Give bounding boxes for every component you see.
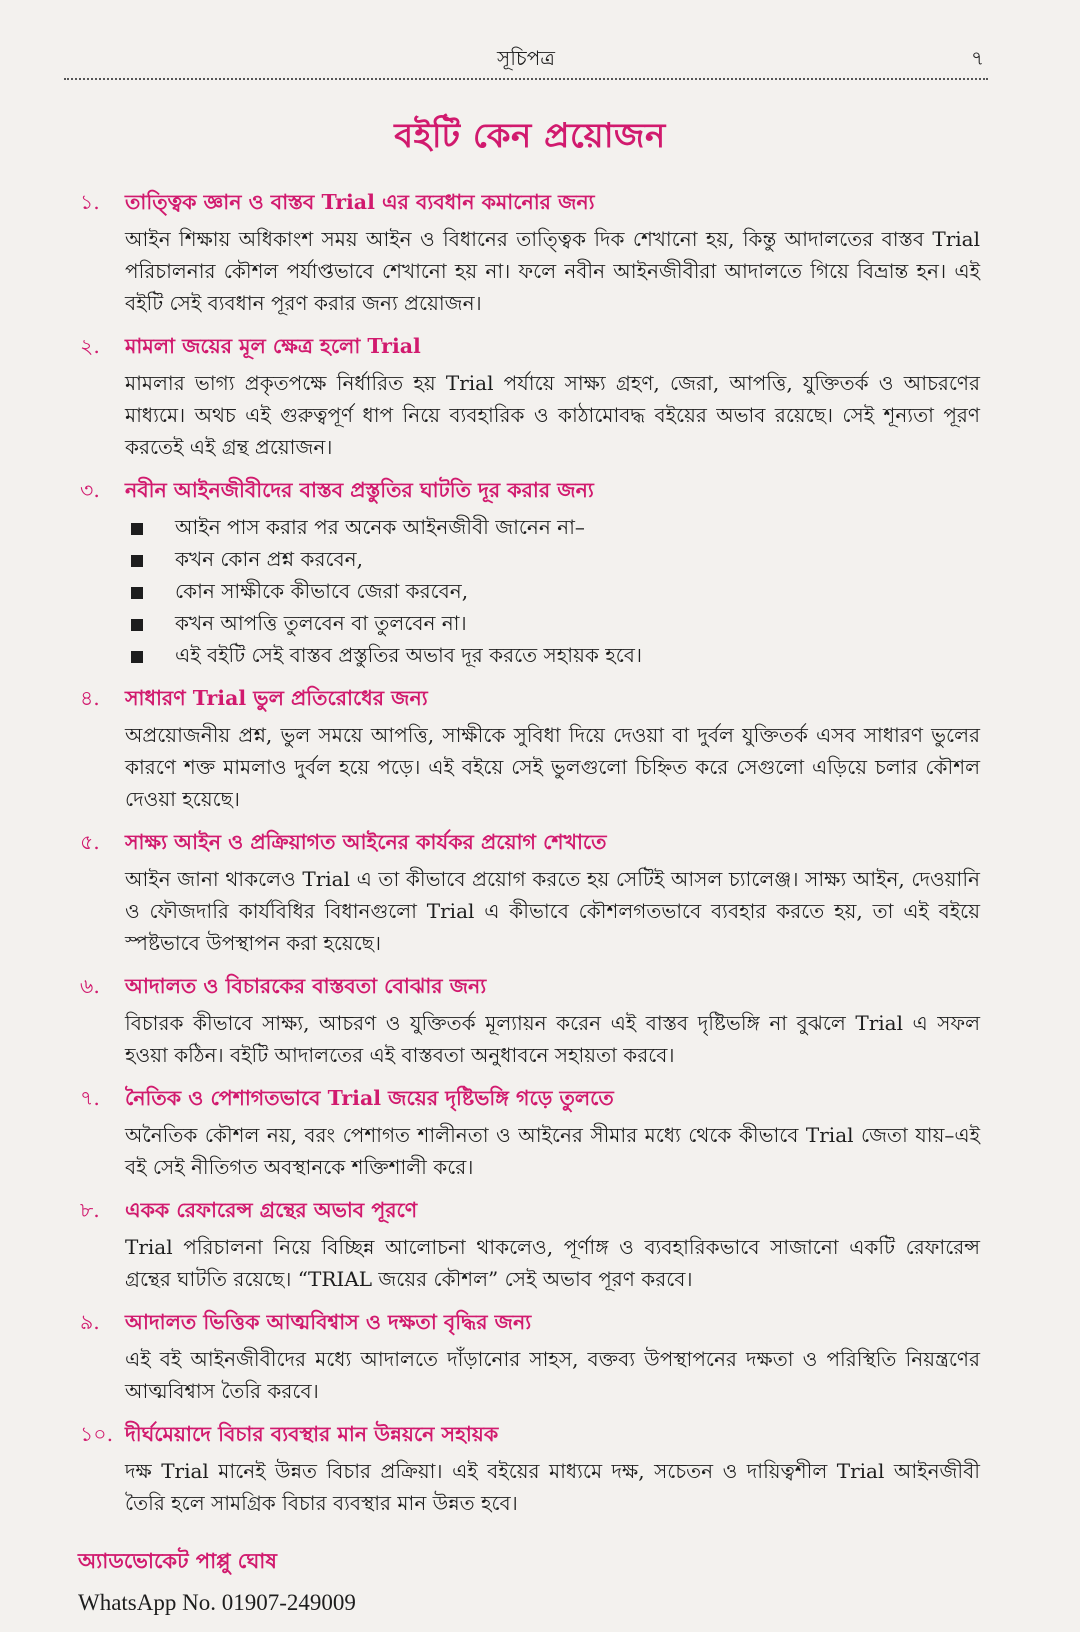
contact-number: WhatsApp No. 01907-249009 — [78, 1590, 356, 1615]
reason-heading — [80, 683, 980, 717]
reason-heading — [80, 1195, 980, 1229]
reason-number: ১০. — [80, 1422, 114, 1446]
page-title: বইটি কেন প্রয়োজন — [394, 116, 666, 156]
reason-item — [80, 1195, 980, 1295]
reasons-list — [80, 187, 980, 1519]
reason-number: ৬. — [80, 974, 100, 998]
reason-number: ১. — [80, 190, 100, 214]
reason-item — [80, 331, 980, 463]
bullet-item — [125, 639, 980, 671]
reason-heading — [80, 475, 980, 509]
reason-item — [80, 1083, 980, 1183]
reason-body: অপ্রয়োজনীয় প্রশ্ন, ভুল সময়ে আপত্তি, সাক্ষীকে সুবিধা দিয়ে দেওয়া বা দুর্বল যুক্তিতর্ক এসব সাধারণ ভুলের কারণে শক্ত মামলাও দুর্বল হয়ে পড়ে। এই বইয়ে সেই ভুলগুলো চিহ্নিত করে সেগুলো এড়িয়ে চলার কৌশল দেওয়া হয়েছে। — [125, 723, 980, 811]
reason-title: তাত্ত্বিক জ্ঞান ও বাস্তব Trial এর ব্যবধান কমানোর জন্য — [125, 190, 595, 214]
reason-body: বিচারক কীভাবে সাক্ষ্য, আচরণ ও যুক্তিতর্ক মূল্যায়ন করেন এই বাস্তব দৃষ্টিভঙ্গি না বুঝলে Trial এ সফল হওয়া কঠিন। বইটি আদালতের এই বাস্তবতা অনুধাবনে সহায়তা করবে। — [125, 1011, 980, 1067]
reason-title: নৈতিক ও পেশাগতভাবে Trial জয়ের দৃষ্টিভঙ্গি গড়ে তুলতে — [125, 1086, 614, 1110]
reason-heading — [80, 1083, 980, 1117]
reason-item — [80, 1419, 980, 1519]
reason-body: দক্ষ Trial মানেই উন্নত বিচার প্রক্রিয়া। এই বইয়ের মাধ্যমে দক্ষ, সচেতন ও দায়িত্বশীল Trial আইনজীবী তৈরি হলে সামগ্রিক বিচার ব্যবস্থার মান উন্নত হবে। — [125, 1459, 980, 1515]
bullet-item — [125, 575, 980, 607]
reason-heading — [80, 827, 980, 861]
reason-number: ৫. — [80, 830, 100, 854]
reason-number: ৪. — [80, 686, 100, 710]
bullet-text: কোন সাক্ষীকে কীভাবে জেরা করবেন, — [175, 579, 469, 603]
reason-item — [80, 683, 980, 815]
reason-body: আইন জানা থাকলেও Trial এ তা কীভাবে প্রয়োগ করতে হয় সেটিই আসল চ্যালেঞ্জ। সাক্ষ্য আইন, দেওয়ানি ও ফৌজদারি কার্যবিধির বিধানগুলো Trial এ কীভাবে কৌশলগতভাবে ব্যবহার করতে হয়, তা এই বইয়ে স্পষ্টভাবে উপস্থাপন করা হয়েছে। — [125, 867, 980, 955]
reason-title: সাধারণ Trial ভুল প্রতিরোধের জন্য — [125, 686, 428, 710]
header-section-title: সূচিপত্র — [497, 46, 555, 70]
reason-body: আইন শিক্ষায় অধিকাংশ সময় আইন ও বিধানের তাত্ত্বিক দিক শেখানো হয়, কিন্তু আদালতের বাস্তব Trial পরিচালনার কৌশল পর্যাপ্তভাবে শেখানো হয় না। ফলে নবীন আইনজীবীরা আদালতে গিয়ে বিভ্রান্ত হন। এই বইটি সেই ব্যবধান পূরণ করার জন্য প্রয়োজন। — [125, 227, 980, 315]
reason-bullet-list — [125, 511, 980, 671]
reason-item — [80, 827, 980, 959]
bullet-item — [125, 543, 980, 575]
square-bullet-icon — [131, 555, 143, 567]
reason-heading — [80, 187, 980, 221]
reason-item — [80, 1307, 980, 1407]
reason-heading — [80, 1307, 980, 1341]
reason-title: মামলা জয়ের মূল ক্ষেত্র হলো Trial — [125, 334, 421, 358]
running-header — [64, 34, 988, 80]
reason-title: আদালত ভিত্তিক আত্মবিশ্বাস ও দক্ষতা বৃদ্ধির জন্য — [125, 1310, 532, 1334]
reason-number: ৭. — [80, 1086, 100, 1110]
reason-number: ২. — [80, 334, 100, 358]
reason-title: দীর্ঘমেয়াদে বিচার ব্যবস্থার মান উন্নয়নে সহায়ক — [125, 1422, 499, 1446]
reason-number: ৩. — [80, 478, 100, 502]
bullet-item — [125, 607, 980, 639]
reason-body: এই বই আইনজীবীদের মধ্যে আদালতে দাঁড়ানোর সাহস, বক্তব্য উপস্থাপনের দক্ষতা ও পরিস্থিতি নিয়ন্ত্রণের আত্মবিশ্বাস তৈরি করবে। — [125, 1347, 980, 1403]
reason-item — [80, 475, 980, 671]
square-bullet-icon — [131, 523, 143, 535]
reason-heading — [80, 971, 980, 1005]
reason-title: একক রেফারেন্স গ্রন্থের অভাব পূরণে — [125, 1198, 418, 1222]
square-bullet-icon — [131, 619, 143, 631]
reason-title: নবীন আইনজীবীদের বাস্তব প্রস্তুতির ঘাটতি দূর করার জন্য — [125, 478, 594, 502]
bullet-text: কখন কোন প্রশ্ন করবেন, — [175, 547, 363, 571]
bullet-text: এই বইটি সেই বাস্তব প্রস্তুতির অভাব দূর করতে সহায়ক হবে। — [175, 643, 643, 667]
bullet-text: কখন আপত্তি তুলবেন বা তুলবেন না। — [175, 611, 467, 635]
reason-heading — [80, 1419, 980, 1453]
page-number: ৭ — [970, 46, 984, 70]
reason-number: ৮. — [80, 1198, 100, 1222]
square-bullet-icon — [131, 587, 143, 599]
author-name: অ্যাডভোকেট পাপ্পু ঘোষ — [78, 1548, 277, 1573]
reason-item — [80, 187, 980, 319]
reason-title: আদালত ও বিচারকের বাস্তবতা বোঝার জন্য — [125, 974, 487, 998]
reason-body: Trial পরিচালনা নিয়ে বিচ্ছিন্ন আলোচনা থাকলেও, পূর্ণাঙ্গ ও ব্যবহারিকভাবে সাজানো একটি রেফারেন্স গ্রন্থের ঘাটতি রয়েছে। “TRIAL জয়ের কৌশল” সেই অভাব পূরণ করবে। — [125, 1235, 980, 1291]
square-bullet-icon — [131, 651, 143, 663]
reason-title: সাক্ষ্য আইন ও প্রক্রিয়াগত আইনের কার্যকর প্রয়োগ শেখাতে — [125, 830, 607, 854]
reason-body: মামলার ভাগ্য প্রকৃতপক্ষে নির্ধারিত হয় Trial পর্যায়ে সাক্ষ্য গ্রহণ, জেরা, আপত্তি, যুক্তিতর্ক ও আচরণের মাধ্যমে। অথচ এই গুরুত্বপূর্ণ ধাপ নিয়ে ব্যবহারিক ও কাঠামোবদ্ধ বইয়ের অভাব রয়েছে। সেই শূন্যতা পূরণ করতেই এই গ্রন্থ প্রয়োজন। — [125, 371, 980, 459]
reason-item — [80, 971, 980, 1071]
reason-body: অনৈতিক কৌশল নয়, বরং পেশাগত শালীনতা ও আইনের সীমার মধ্যে থেকে কীভাবে Trial জেতা যায়–এই বই সেই নীতিগত অবস্থানকে শক্তিশালী করে। — [125, 1123, 980, 1179]
reason-number: ৯. — [80, 1310, 100, 1334]
reason-heading — [80, 331, 980, 365]
bullet-item — [125, 511, 980, 543]
bullet-text: আইন পাস করার পর অনেক আইনজীবী জানেন না– — [175, 515, 585, 539]
